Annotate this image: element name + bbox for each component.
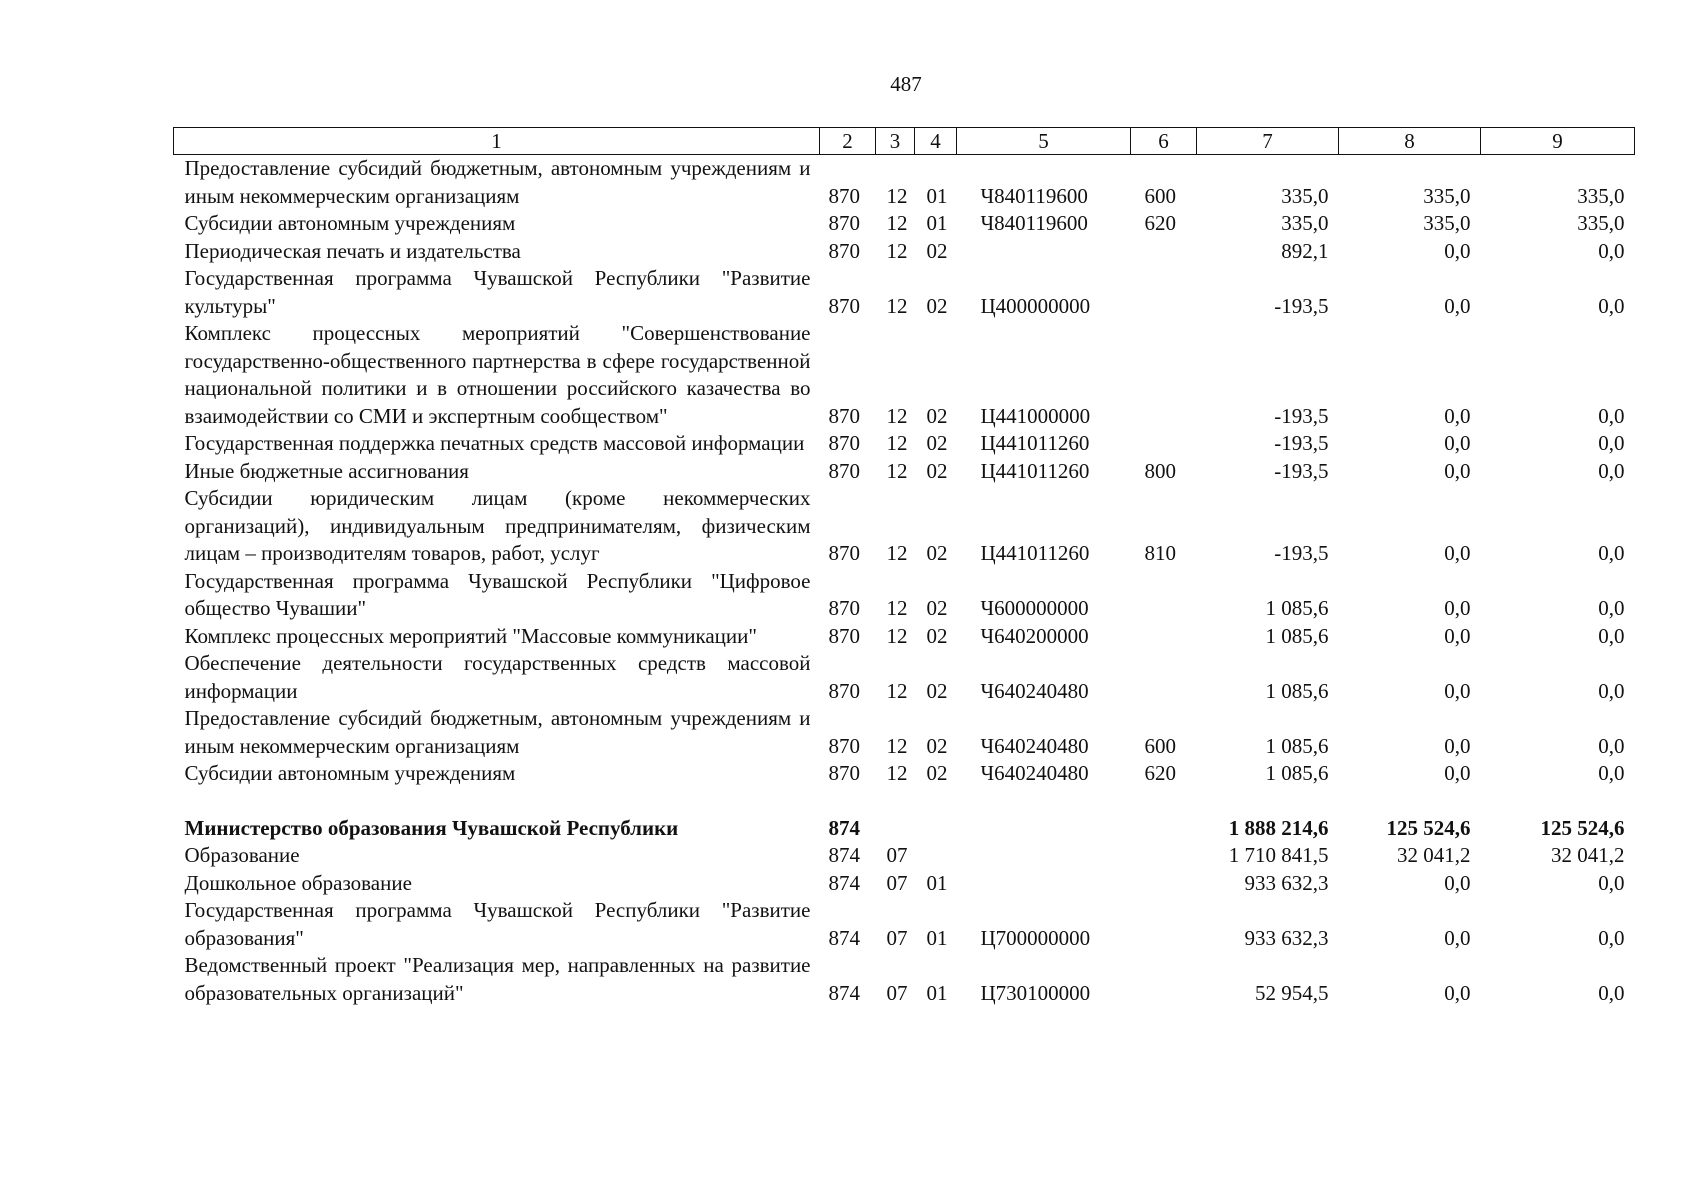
table-row xyxy=(174,623,1635,651)
column-header-3: 3 xyxy=(876,128,915,155)
spacer-cell xyxy=(174,788,1635,815)
cell-name: Комплекс процессных мероприятий "Массовые коммуникации" xyxy=(184,623,757,648)
budget-table xyxy=(173,127,1635,1007)
cell-name: Субсидии автономным учреждениям xyxy=(184,761,516,785)
table-row xyxy=(174,705,1635,760)
table-row xyxy=(174,760,1635,788)
cell-target-article xyxy=(957,815,1131,843)
cell-section: 12 xyxy=(886,403,908,428)
table-row xyxy=(174,870,1635,898)
cell-amount-col9: 0,0 xyxy=(1598,733,1625,758)
cell-target-article: Ч640200000 xyxy=(980,623,1089,648)
cell-expense-type xyxy=(1131,815,1197,843)
cell-amount-col8: 32 041,2 xyxy=(1397,843,1471,867)
cell-section: 12 xyxy=(886,293,908,318)
cell-code: 870 xyxy=(828,211,860,235)
cell-name: Комплекс процессных мероприятий "Совершенствование государственно-общественного партнерства в сфере государственной национальной политики и в отношении российского казачества во взаимодействии со СМИ и экспертным сообществом" xyxy=(184,321,811,428)
cell-amount-col8: 0,0 xyxy=(1444,238,1471,263)
column-header-1: 1 xyxy=(174,128,820,155)
cell-expense-type xyxy=(1131,265,1197,320)
cell-amount-col9: 0,0 xyxy=(1598,238,1625,263)
cell-name: Государственная программа Чувашской Республики "Развитие образования" xyxy=(184,898,811,950)
cell-subsection: 02 xyxy=(926,596,948,620)
cell-expense-type: 620 xyxy=(1144,761,1176,785)
cell-code: 870 xyxy=(828,541,860,565)
cell-amount-col9: 0,0 xyxy=(1598,293,1625,318)
cell-target-article: Ч840119600 xyxy=(980,183,1088,208)
cell-section: 12 xyxy=(886,541,908,565)
cell-amount-col9: 0,0 xyxy=(1598,431,1625,455)
cell-code: 870 xyxy=(828,623,860,648)
cell-subsection: 02 xyxy=(926,733,948,758)
cell-target-article xyxy=(957,842,1131,870)
cell-subsection: 01 xyxy=(926,183,948,208)
column-header-8: 8 xyxy=(1339,128,1481,155)
cell-name: Предоставление субсидий бюджетным, автономным учреждениям и иным некоммерческим организациям xyxy=(184,706,811,758)
cell-amount-col9: 0,0 xyxy=(1598,623,1625,648)
cell-code: 870 xyxy=(828,596,860,620)
cell-amount-col8: 0,0 xyxy=(1444,458,1471,483)
cell-code: 870 xyxy=(828,293,860,318)
cell-code: 874 xyxy=(828,815,860,840)
cell-amount-col8: 0,0 xyxy=(1444,761,1471,785)
cell-amount-col7: 1 710 841,5 xyxy=(1228,843,1329,867)
cell-subsection xyxy=(915,842,957,870)
cell-amount-col9: 0,0 xyxy=(1598,541,1625,565)
cell-expense-type xyxy=(1131,842,1197,870)
cell-subsection: 01 xyxy=(926,925,948,950)
cell-amount-col7: 1 085,6 xyxy=(1265,733,1329,758)
cell-amount-col8: 335,0 xyxy=(1423,183,1471,208)
cell-amount-col9: 0,0 xyxy=(1598,761,1625,785)
table-row xyxy=(174,430,1635,458)
cell-target-article: Ч640240480 xyxy=(980,678,1089,703)
column-header-5: 5 xyxy=(957,128,1131,155)
cell-name: Субсидии автономным учреждениям xyxy=(184,211,516,235)
cell-name: Государственная программа Чувашской Республики "Развитие культуры" xyxy=(184,266,811,318)
cell-name: Государственная программа Чувашской Республики "Цифровое общество Чувашии" xyxy=(184,568,811,620)
cell-subsection: 02 xyxy=(926,623,948,648)
cell-amount-col8: 335,0 xyxy=(1423,211,1471,235)
cell-code: 870 xyxy=(828,458,860,483)
column-header-9: 9 xyxy=(1481,128,1635,155)
cell-name: Государственная поддержка печатных средств массовой информации xyxy=(184,431,805,455)
cell-target-article: Ц441011260 xyxy=(980,458,1090,483)
cell-amount-col7: 933 632,3 xyxy=(1244,925,1329,950)
table-row xyxy=(174,485,1635,568)
page-number: 487 xyxy=(890,72,922,96)
table-row xyxy=(174,458,1635,486)
cell-amount-col9: 0,0 xyxy=(1598,678,1625,703)
cell-amount-col8: 0,0 xyxy=(1444,925,1471,950)
cell-amount-col8: 0,0 xyxy=(1444,403,1471,428)
table-spacer-row xyxy=(174,788,1635,815)
cell-section: 07 xyxy=(886,870,908,895)
cell-section: 12 xyxy=(886,596,908,620)
cell-target-article: Ч600000000 xyxy=(980,596,1089,620)
table-header-row xyxy=(174,128,1635,155)
cell-amount-col8: 0,0 xyxy=(1444,678,1471,703)
cell-target-article: Ч640240480 xyxy=(980,761,1089,785)
cell-amount-col8: 0,0 xyxy=(1444,980,1471,1005)
cell-target-article: Ц441011260 xyxy=(980,541,1090,565)
cell-subsection: 01 xyxy=(926,980,948,1005)
cell-expense-type xyxy=(1131,238,1197,266)
cell-expense-type xyxy=(1131,650,1197,705)
cell-target-article: Ч640240480 xyxy=(980,733,1089,758)
cell-amount-col8: 0,0 xyxy=(1444,733,1471,758)
table-body xyxy=(174,155,1635,1008)
cell-amount-col9: 0,0 xyxy=(1598,596,1625,620)
cell-amount-col7: 1 085,6 xyxy=(1265,761,1329,785)
cell-amount-col7: -193,5 xyxy=(1274,293,1329,318)
cell-amount-col8: 0,0 xyxy=(1444,293,1471,318)
cell-section: 07 xyxy=(886,980,908,1005)
table-row xyxy=(174,210,1635,238)
cell-expense-type: 810 xyxy=(1144,541,1176,565)
cell-subsection xyxy=(915,815,957,843)
cell-name: Периодическая печать и издательства xyxy=(184,238,521,263)
cell-section: 12 xyxy=(886,733,908,758)
cell-amount-col9: 335,0 xyxy=(1577,183,1625,208)
table-row xyxy=(174,155,1635,211)
cell-amount-col9: 0,0 xyxy=(1598,980,1625,1005)
cell-subsection: 01 xyxy=(926,870,948,895)
cell-subsection: 02 xyxy=(926,678,948,703)
cell-expense-type xyxy=(1131,568,1197,623)
table-row xyxy=(174,650,1635,705)
cell-amount-col7: 52 954,5 xyxy=(1255,980,1329,1005)
cell-target-article: Ц700000000 xyxy=(980,925,1091,950)
table-row xyxy=(174,568,1635,623)
cell-amount-col7: -193,5 xyxy=(1274,403,1329,428)
column-header-7: 7 xyxy=(1197,128,1339,155)
cell-section xyxy=(876,815,915,843)
cell-subsection: 02 xyxy=(926,761,948,785)
cell-expense-type xyxy=(1131,897,1197,952)
table-row xyxy=(174,842,1635,870)
cell-code: 874 xyxy=(828,843,860,867)
cell-amount-col8: 0,0 xyxy=(1444,541,1471,565)
cell-amount-col7: 335,0 xyxy=(1281,211,1329,235)
cell-section: 12 xyxy=(886,238,908,263)
table-row xyxy=(174,815,1635,843)
column-header-4: 4 xyxy=(915,128,957,155)
cell-section: 12 xyxy=(886,678,908,703)
cell-section: 12 xyxy=(886,761,908,785)
cell-name: Образование xyxy=(184,843,300,867)
cell-name: Обеспечение деятельности государственных средств массовой информации xyxy=(184,651,811,703)
cell-subsection: 02 xyxy=(926,238,948,263)
cell-amount-col9: 335,0 xyxy=(1577,211,1625,235)
cell-amount-col7: -193,5 xyxy=(1274,541,1329,565)
cell-amount-col8: 0,0 xyxy=(1444,623,1471,648)
cell-expense-type: 600 xyxy=(1144,733,1176,758)
cell-amount-col8: 125 524,6 xyxy=(1386,815,1471,840)
cell-code: 870 xyxy=(828,238,860,263)
cell-amount-col8: 0,0 xyxy=(1444,870,1471,895)
cell-amount-col7: 1 085,6 xyxy=(1265,596,1329,620)
cell-amount-col9: 125 524,6 xyxy=(1540,815,1625,840)
cell-expense-type xyxy=(1131,320,1197,430)
cell-target-article: Ц441011260 xyxy=(980,431,1090,455)
cell-target-article: Ц400000000 xyxy=(980,293,1091,318)
cell-target-article xyxy=(957,238,1131,266)
cell-code: 870 xyxy=(828,403,860,428)
cell-subsection: 02 xyxy=(926,293,948,318)
cell-section: 12 xyxy=(886,211,908,235)
cell-section: 12 xyxy=(886,431,908,455)
cell-subsection: 02 xyxy=(926,458,948,483)
cell-code: 870 xyxy=(828,733,860,758)
cell-name: Министерство образования Чувашской Республики xyxy=(184,815,679,840)
cell-target-article xyxy=(957,870,1131,898)
cell-subsection: 02 xyxy=(926,431,948,455)
cell-expense-type: 600 xyxy=(1144,183,1176,208)
cell-name: Субсидии юридическим лицам (кроме некоммерческих организаций), индивидуальным предпринимателям, физическим лицам – производителям товаров, работ, услуг xyxy=(184,486,811,565)
cell-amount-col7: 335,0 xyxy=(1281,183,1329,208)
cell-amount-col9: 0,0 xyxy=(1598,458,1625,483)
cell-code: 874 xyxy=(828,925,860,950)
column-header-6: 6 xyxy=(1131,128,1197,155)
cell-expense-type: 800 xyxy=(1144,458,1176,483)
cell-name: Предоставление субсидий бюджетным, автономным учреждениям и иным некоммерческим организациям xyxy=(184,156,811,208)
cell-name: Иные бюджетные ассигнования xyxy=(184,458,469,483)
cell-amount-col7: -193,5 xyxy=(1274,458,1329,483)
table-row xyxy=(174,320,1635,430)
cell-amount-col7: 1 085,6 xyxy=(1265,623,1329,648)
cell-amount-col9: 32 041,2 xyxy=(1551,843,1625,867)
cell-code: 870 xyxy=(828,183,860,208)
cell-subsection: 01 xyxy=(926,211,948,235)
cell-code: 874 xyxy=(828,980,860,1005)
cell-amount-col7: -193,5 xyxy=(1274,431,1329,455)
cell-target-article: Ц730100000 xyxy=(980,980,1091,1005)
cell-code: 870 xyxy=(828,431,860,455)
table-row xyxy=(174,265,1635,320)
cell-amount-col9: 0,0 xyxy=(1598,870,1625,895)
cell-amount-col7: 892,1 xyxy=(1281,238,1329,263)
cell-section: 07 xyxy=(886,925,908,950)
cell-subsection: 02 xyxy=(926,403,948,428)
cell-name: Дошкольное образование xyxy=(184,870,412,895)
cell-section: 12 xyxy=(886,183,908,208)
cell-section: 07 xyxy=(886,843,908,867)
cell-amount-col8: 0,0 xyxy=(1444,596,1471,620)
table-row xyxy=(174,952,1635,1007)
cell-expense-type xyxy=(1131,870,1197,898)
cell-expense-type: 620 xyxy=(1144,211,1176,235)
cell-amount-col8: 0,0 xyxy=(1444,431,1471,455)
column-header-2: 2 xyxy=(820,128,876,155)
table-row xyxy=(174,897,1635,952)
cell-amount-col7: 1 085,6 xyxy=(1265,678,1329,703)
cell-amount-col7: 1 888 214,6 xyxy=(1228,815,1329,840)
cell-expense-type xyxy=(1131,952,1197,1007)
cell-code: 870 xyxy=(828,761,860,785)
cell-amount-col9: 0,0 xyxy=(1598,925,1625,950)
cell-amount-col9: 0,0 xyxy=(1598,403,1625,428)
cell-section: 12 xyxy=(886,458,908,483)
cell-amount-col7: 933 632,3 xyxy=(1244,870,1329,895)
cell-expense-type xyxy=(1131,623,1197,651)
cell-code: 874 xyxy=(828,870,860,895)
table-row xyxy=(174,238,1635,266)
cell-subsection: 02 xyxy=(926,541,948,565)
cell-target-article: Ц441000000 xyxy=(980,403,1091,428)
cell-section: 12 xyxy=(886,623,908,648)
cell-target-article: Ч840119600 xyxy=(980,211,1088,235)
cell-code: 870 xyxy=(828,678,860,703)
cell-expense-type xyxy=(1131,430,1197,458)
cell-name: Ведомственный проект "Реализация мер, направленных на развитие образовательных организаций" xyxy=(184,953,811,1005)
